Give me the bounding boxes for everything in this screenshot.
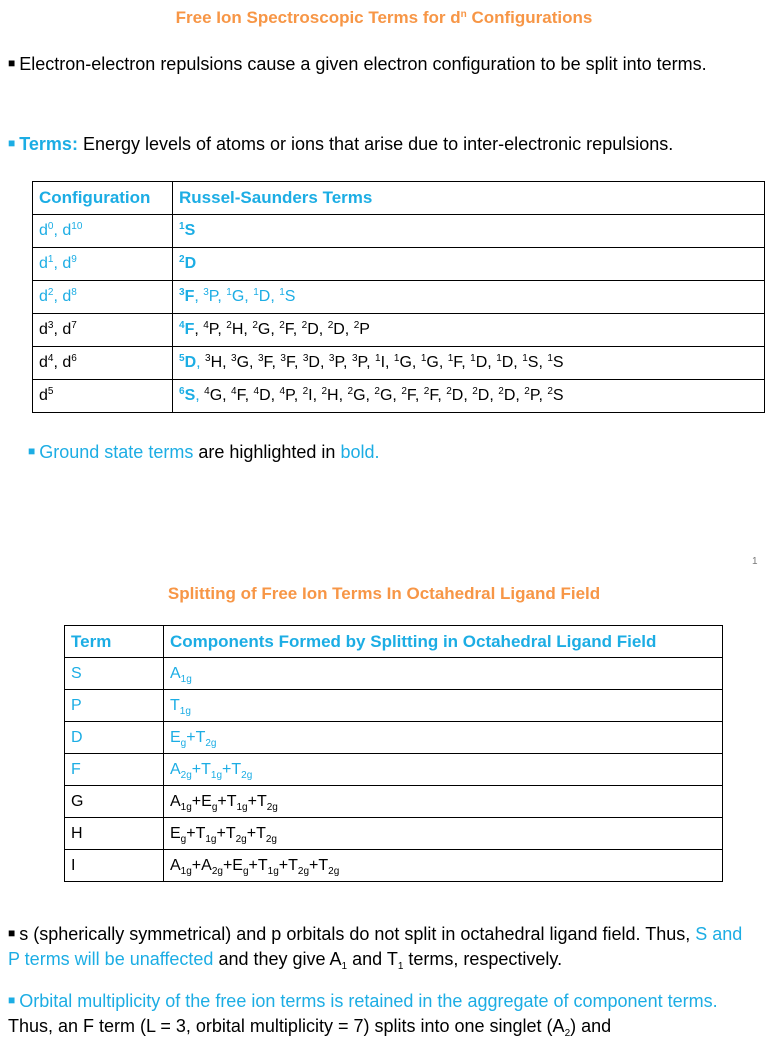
components-cell: $A_{1g}+A_{2g}+E_g+T_{1g}+T_{2g}+T_{2g}$	[164, 850, 723, 882]
term-cell: D	[65, 722, 164, 754]
paragraph-s-p-orbitals: ■ s (spherically symmetrical) and p orbitals do not split in octahedral ligand field. Thus, S and P terms will be unaffected and they give $A_1$ and $T_1$ terms, respectively.	[8, 924, 743, 972]
term-cell: S	[65, 658, 164, 690]
table-row	[65, 754, 723, 786]
terms-cell: $^1$S	[173, 215, 765, 248]
bullet-icon: ■	[28, 444, 36, 458]
terms-cell: $^2$D	[173, 248, 765, 281]
ground-state-note: ■ Ground state terms are highlighted in bold.	[28, 442, 380, 462]
table-row	[33, 314, 765, 347]
terms-cell: $^5$D, $^3$H, $^3$G, $^3$F, $^3$F, $^3$D, $^3$P, $^3$P, $^1$I, $^1$G, $^1$G, $^1$F, $^1$D, $^1$D, $^1$S, $^1$S	[173, 347, 765, 380]
term-cell: G	[65, 786, 164, 818]
header-components: Components Formed by Splitting in Octahedral Ligand Field	[164, 626, 723, 658]
bullet-icon: ■	[8, 56, 16, 70]
terms-cell: $^4$F, $^4$P, $^2$H, $^2$G, $^2$F, $^2$D, $^2$D, $^2$P	[173, 314, 765, 347]
components-cell: $A_{1g}$	[164, 658, 723, 690]
components-cell: $E_g+T_{2g}$	[164, 722, 723, 754]
table-header-row	[65, 626, 723, 658]
table-row	[65, 818, 723, 850]
table-row	[65, 658, 723, 690]
table-row	[33, 347, 765, 380]
table-row	[33, 248, 765, 281]
term-cell: P	[65, 690, 164, 722]
components-cell: $A_{1g}+E_g+T_{1g}+T_{2g}$	[164, 786, 723, 818]
term-cell: H	[65, 818, 164, 850]
term-cell: I	[65, 850, 164, 882]
components-cell: $A_{2g}+T_{1g}+T_{2g}$	[164, 754, 723, 786]
paragraph-terms-definition: ■ Terms: Energy levels of atoms or ions that arise due to inter-electronic repulsions.	[8, 134, 674, 154]
header-rs-terms: Russel-Saunders Terms	[173, 182, 765, 215]
russel-saunders-table	[32, 181, 765, 413]
bullet-icon: ■	[8, 926, 16, 940]
table-row	[65, 850, 723, 882]
config-cell: $d^0$, $d^{10}$	[33, 215, 173, 248]
table-row	[65, 690, 723, 722]
config-cell: $d^5$	[33, 380, 173, 413]
table-row	[33, 281, 765, 314]
config-cell: $d^4$, $d^6$	[33, 347, 173, 380]
paragraph-repulsions: ■ Electron-electron repulsions cause a given electron configuration to be split into terms.	[8, 54, 707, 74]
table-row	[33, 380, 765, 413]
header-configuration: Configuration	[33, 182, 173, 215]
header-term: Term	[65, 626, 164, 658]
table-row	[33, 215, 765, 248]
components-cell: $T_{1g}$	[164, 690, 723, 722]
bullet-icon: ■	[8, 993, 16, 1007]
paragraph-orbital-multiplicity: ■ Orbital multiplicity of the free ion terms is retained in the aggregate of component terms. Thus, an F term (L = 3, orbital multiplicity = 7) splits into one singlet $(A_2)$ and	[8, 991, 718, 1039]
config-cell: $d^1$, $d^9$	[33, 248, 173, 281]
slide2-title: Splitting of Free Ion Terms In Octahedral Ligand Field	[167, 584, 601, 603]
config-cell: $d^2$, $d^8$	[33, 281, 173, 314]
config-cell: $d^3$, $d^7$	[33, 314, 173, 347]
term-cell: F	[65, 754, 164, 786]
bullet-icon: ■	[8, 136, 16, 150]
slide1-title: Free Ion Spectroscopic Terms for $d^n$ Configurations	[175, 8, 593, 27]
table-row	[65, 722, 723, 754]
components-cell: $E_g+T_{1g}+T_{2g}+T_{2g}$	[164, 818, 723, 850]
table-header-row	[33, 182, 765, 215]
table-row	[65, 786, 723, 818]
octahedral-splitting-table	[64, 625, 723, 882]
page-number: 1	[752, 556, 758, 567]
terms-cell: $^3$F, $^3$P, $^1$G, $^1$D, $^1$S	[173, 281, 765, 314]
terms-cell: $^6$S, $^4$G, $^4$F, $^4$D, $^4$P, $^2$I, $^2$H, $^2$G, $^2$G, $^2$F, $^2$F, $^2$D, $^2$D, $^2$D, $^2$P, $^2$S	[173, 380, 765, 413]
